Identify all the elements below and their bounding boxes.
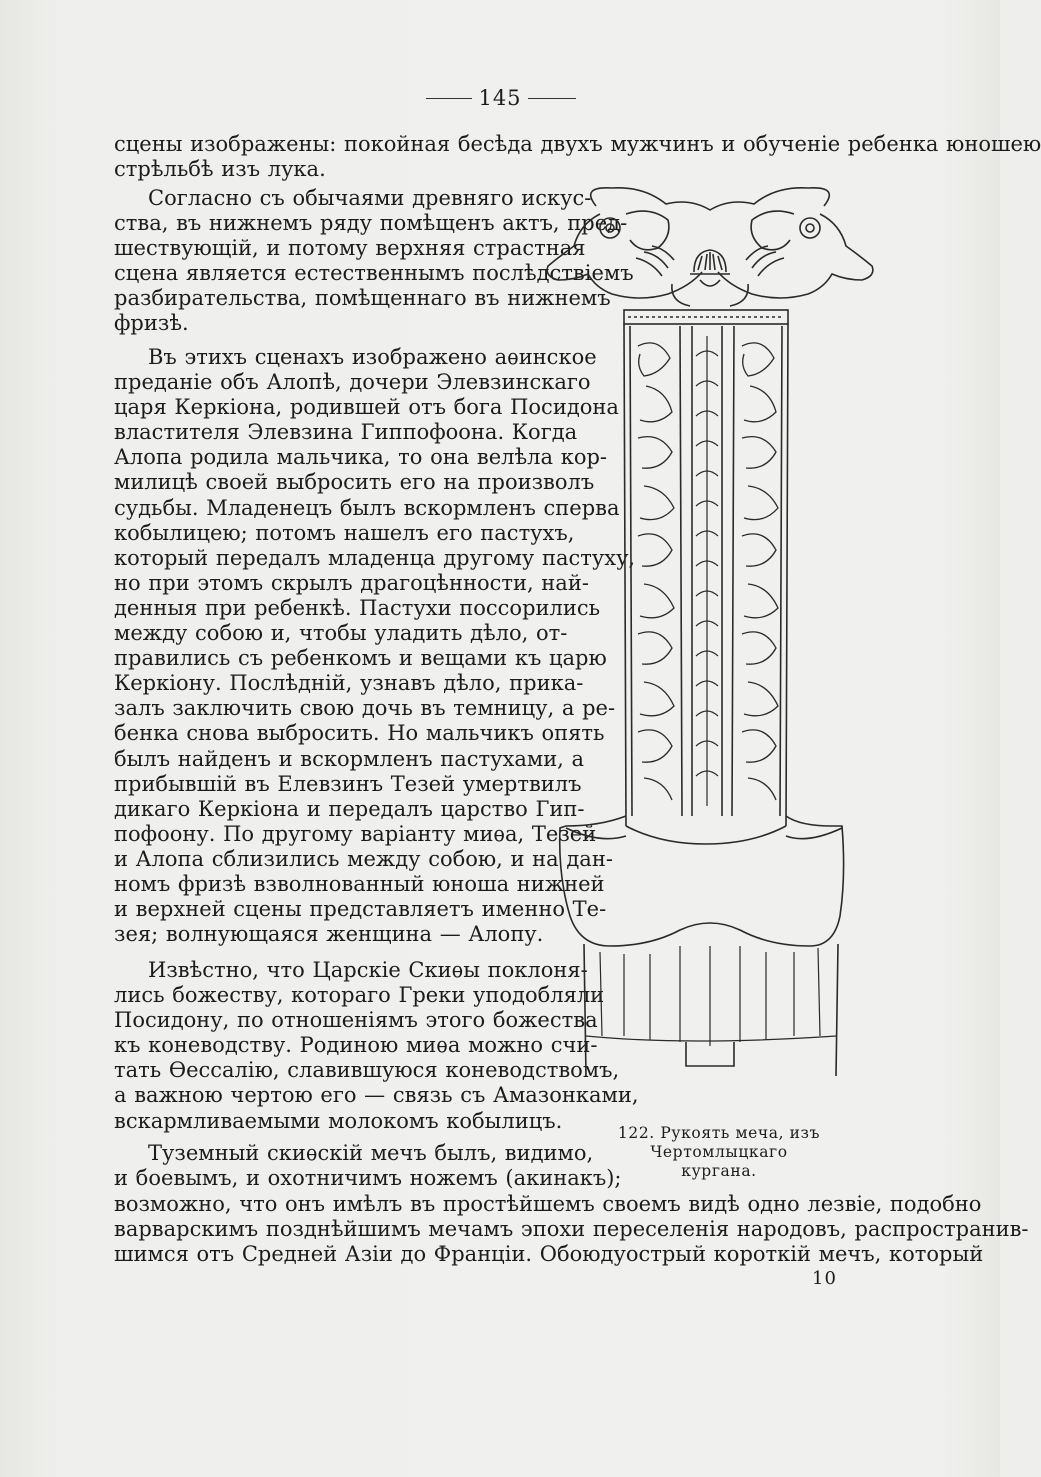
page-header xyxy=(0,86,1000,112)
text-line: зея; волнующаяся женщина — Алопу. xyxy=(114,922,544,947)
text-line: и боевымъ, и охотничимъ ножемъ (акинакъ); xyxy=(114,1166,622,1191)
text-line: который передалъ младенца другому пастуху, xyxy=(114,545,636,570)
paragraph-sword xyxy=(114,1141,622,1191)
text-line: Керкіону. Послѣдній, узнавъ дѣло, прика- xyxy=(114,671,584,696)
text-line: но при этомъ скрылъ драгоцѣнности, най- xyxy=(114,570,589,595)
text-line: ства, въ нижнемъ ряду помѣщенъ актъ, пред- xyxy=(114,211,628,236)
text-line: тать Ѳессалію, славившуюся коневодствомъ, xyxy=(114,1058,620,1083)
text-line: дикаго Керкіона и передалъ царство Гип- xyxy=(114,796,585,821)
text-line: лись божеству, котораго Греки уподобляли xyxy=(114,983,605,1008)
text-line: разбирательства, помѣщеннаго въ нижнемъ xyxy=(114,286,611,311)
text-line: шимся отъ Средней Азіи до Франціи. Обоюдуострый короткій мечъ, который xyxy=(114,1242,984,1267)
text-line: вскармливаемыми молокомъ кобылицъ. xyxy=(114,1108,563,1133)
text-line: къ коневодству. Родиною миѳа можно счи- xyxy=(114,1033,598,1058)
paragraph-intro xyxy=(114,132,1041,182)
text-line: стрѣльбѣ изъ лука. xyxy=(114,157,326,182)
text-line: царя Керкіона, родившей отъ бога Посидона xyxy=(114,395,619,420)
text-line: и верхней сцены представляетъ именно Те- xyxy=(114,897,607,922)
text-line: былъ найденъ и вскормленъ пастухами, а xyxy=(114,746,585,771)
text-line: преданіе объ Алопѣ, дочери Элевзинскаго xyxy=(114,370,591,395)
ram-heads-pommel xyxy=(547,188,873,306)
header-rule-left xyxy=(426,98,472,99)
text-line: Посидону, по отношеніямъ этого божества xyxy=(114,1008,598,1033)
text-line: номъ фризѣ взволнованный юноша нижней xyxy=(114,871,605,896)
text-line: денныя при ребенкѣ. Пастухи поссорились xyxy=(114,595,601,620)
text-line: Извѣстно, что Царскіе Скиѳы поклоня- xyxy=(148,958,588,982)
text-line: Въ этихъ сценахъ изображено аѳинское xyxy=(148,345,597,369)
text-line: шествующій, и потому верхняя страстная xyxy=(114,236,586,261)
paragraph-ancient-art xyxy=(114,186,634,337)
text-line: залъ заключить свою дочь въ темницу, а ре- xyxy=(114,696,616,721)
hilt-collar xyxy=(624,310,788,324)
text-line: и Алопа сблизились между собою, и на дан- xyxy=(114,846,613,871)
page-number: 145 xyxy=(478,86,522,110)
blade-stub xyxy=(584,944,838,1076)
text-line: варварскимъ позднѣйшимъ мечамъ эпохи переселенія народовъ, распространив- xyxy=(114,1217,1029,1242)
text-line: Согласно съ обычаями древняго искус- xyxy=(148,186,592,210)
figure-caption xyxy=(556,1124,882,1181)
hilt-grip xyxy=(624,324,788,826)
paragraph-sword-continued xyxy=(114,1192,1029,1267)
sword-hilt-illustration xyxy=(540,176,880,1086)
text-line: а важною чертою его — связь съ Амазонками, xyxy=(114,1083,639,1108)
text-line: сцена является естественнымъ послѣдствіемъ xyxy=(114,261,634,286)
paragraph-alope-legend xyxy=(114,345,636,947)
header-rule-right xyxy=(528,98,576,99)
caption-line: кургана. xyxy=(681,1162,757,1180)
text-line: сцены изображены: покойная бесѣда двухъ мужчинъ и обученіе ребенка юношею xyxy=(114,132,1041,156)
text-line: прибывшій въ Елевзинъ Тезей умертвилъ xyxy=(114,771,582,796)
text-line: Туземный скиѳскій мечъ былъ, видимо, xyxy=(148,1141,594,1165)
text-line: между собою и, чтобы уладить дѣло, от- xyxy=(114,621,568,646)
text-line: Алопа родила мальчика, то она велѣла кор- xyxy=(114,445,607,470)
hilt-crossguard xyxy=(560,816,844,946)
text-line: бенка снова выбросить. Но мальчикъ опять xyxy=(114,721,605,746)
text-line: властителя Элевзина Гиппофоона. Когда xyxy=(114,420,578,445)
text-line: судьбы. Младенецъ былъ вскормленъ сперва xyxy=(114,495,620,520)
signature-mark: 10 xyxy=(812,1268,837,1289)
text-line: пофоону. По другому варіанту миѳа, Тезей xyxy=(114,821,597,846)
text-line: правились съ ребенкомъ и вещами къ царю xyxy=(114,646,607,671)
paragraph-scythians xyxy=(114,958,639,1134)
text-line: кобылицею; потомъ нашелъ его пастухъ, xyxy=(114,520,575,545)
text-line: фризѣ. xyxy=(114,311,189,336)
caption-line: 122. Рукоять меча, изъ Чертомлыцкаго xyxy=(617,1124,821,1161)
text-line: милицѣ своей выбросить его на произволъ xyxy=(114,470,595,495)
text-line: возможно, что онъ имѣлъ въ простѣйшемъ своемъ видѣ одно лезвіе, подобно xyxy=(114,1192,982,1216)
